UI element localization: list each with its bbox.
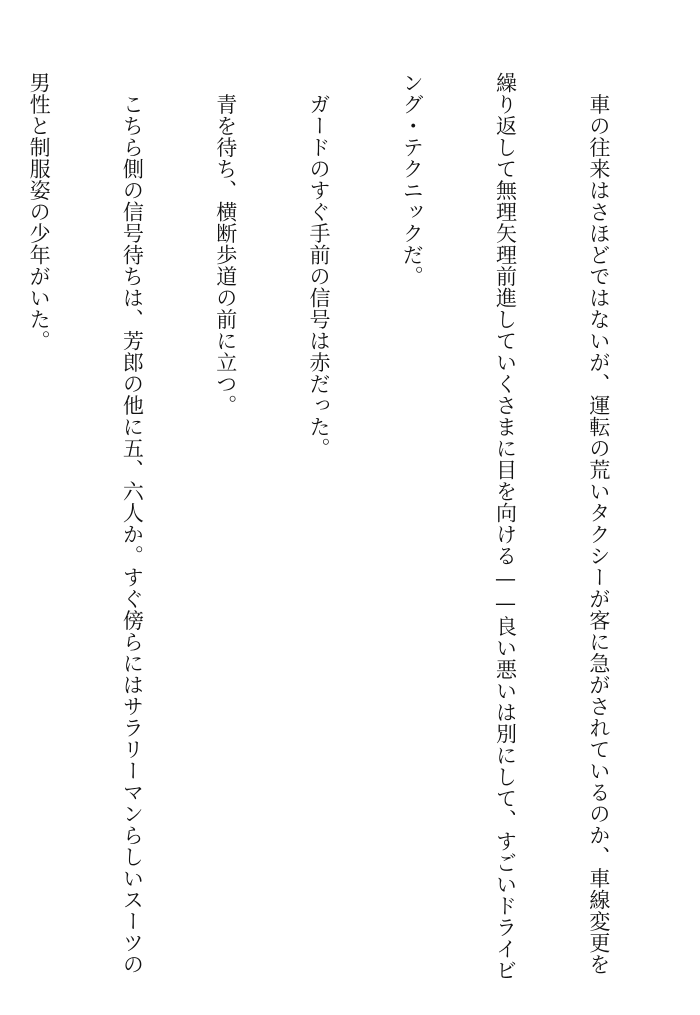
text-line: 青を待ち、横断歩道の前に立つ。 <box>213 72 238 416</box>
text-line: 男性と制服姿の少年がいた。 <box>27 72 52 352</box>
text-line: 車の往来はさほどではないが、運転の荒いタクシーが客に急がされているのか、車線変更を <box>586 72 611 975</box>
text-line: 繰り返して無理矢理前進していくさまに目を向ける——良い悪いは別にして、すごいドライビ <box>493 72 518 981</box>
text-line: こちら側の信号待ちは、芳郎の他に五、六人か。すぐ傍らにはサラリーマンらしいスーツの <box>120 72 145 975</box>
text-line: ング・テクニックだ。 <box>400 72 425 287</box>
text-line: ガードのすぐ手前の信号は赤だった。 <box>306 72 331 459</box>
vertical-text-body <box>0 72 676 981</box>
